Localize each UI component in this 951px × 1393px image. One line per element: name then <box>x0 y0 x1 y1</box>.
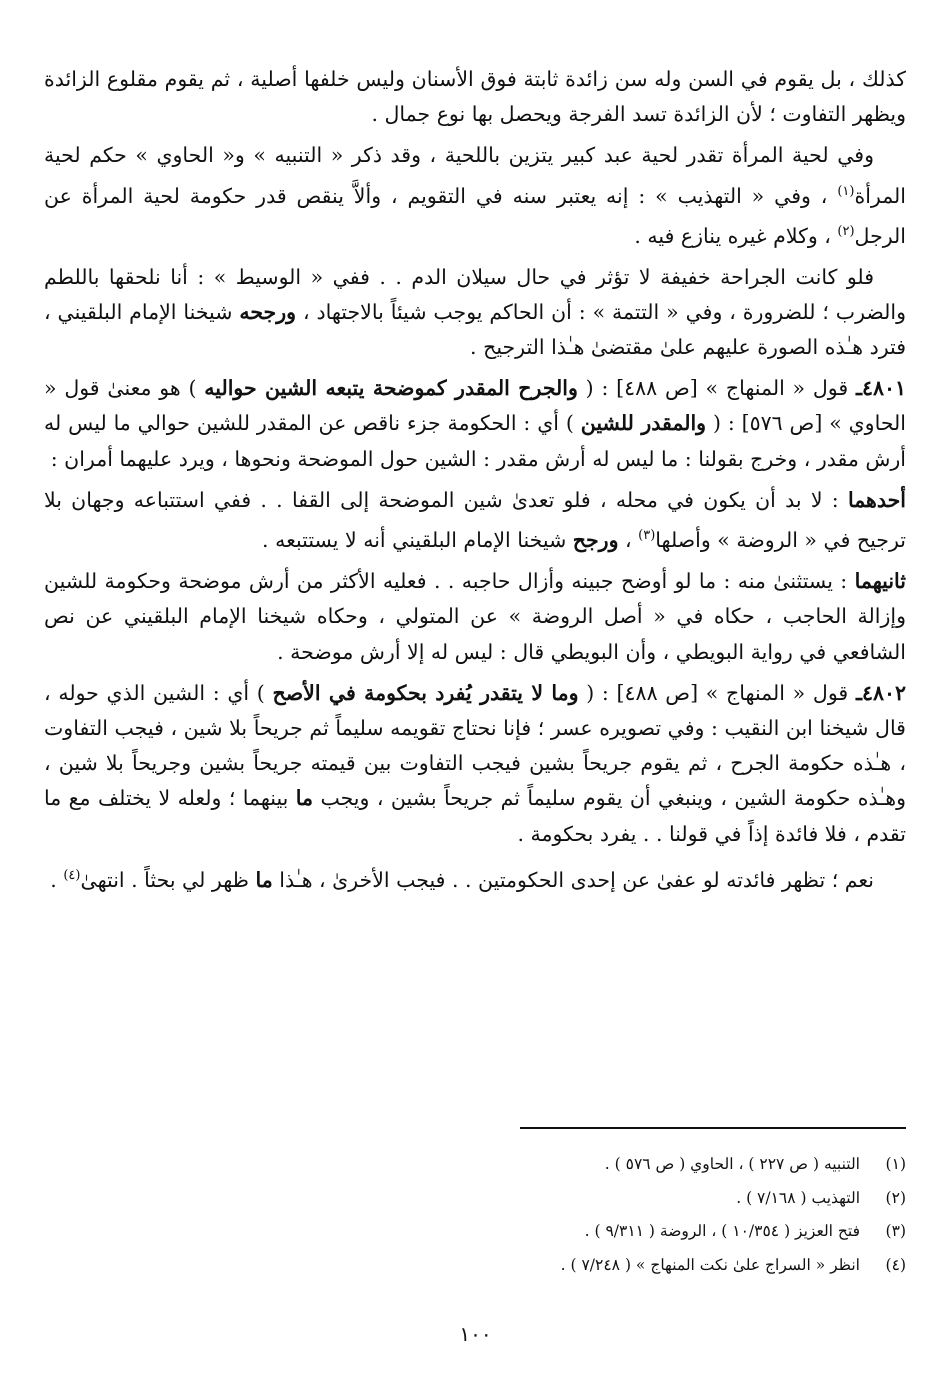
text-run: : لا بد أن يكون في محله ، فلو تعدىٰ شين الموضحة إلى القفا . . ففي استتباعه وجهان بلا ترجيح في « الروضة » وأصلها <box>44 487 906 552</box>
bold-text: ورجحه <box>239 299 297 324</box>
text-run: قول « المنهاج » [ص ٤٨٨] : ( <box>578 680 856 705</box>
paragraph <box>44 138 906 253</box>
text-run: ) هو معنىٰ قول « الحاوي » [ص ٥٧٦] : ( <box>44 376 907 436</box>
paragraph <box>44 62 906 132</box>
footnote-number: (٤) <box>885 1255 906 1274</box>
paragraph <box>44 564 906 670</box>
paragraph <box>44 676 906 852</box>
bold-text: أحدهما <box>847 487 906 512</box>
text-run: ، وفي « التهذيب » : إنه يعتبر سنه في التقويم ، وألاَّ ينقص قدر حكومة لحية المرأة عن الرجل <box>44 183 906 248</box>
footnote-separator <box>520 1127 906 1129</box>
text-run: قول « المنهاج » [ص ٤٨٨] : ( <box>577 376 856 401</box>
text-run: شيخنا الإمام البلقيني ، فترد هـٰذه الصورة عليهم علىٰ مقتضىٰ هـٰذا الترجيح . <box>44 299 906 360</box>
text-run: . <box>50 867 64 892</box>
footnote-item <box>44 1182 906 1216</box>
bold-text: ٤٨٠١ـ <box>855 376 906 401</box>
footnote-text: التنبيه ( ص ٢٢٧ ) ، الحاوي ( ص ٥٧٦ ) . <box>604 1155 860 1173</box>
text-run: : يستثنىٰ منه : ما لو أوضح جبينه وأزال حاجبه . . فعليه الأكثر من أرش موضحة وحكومة للشين وإزالة الحاجب ، حكاه في « أصل الروضة » عن المتولي ، وحكاه شيخنا الإمام البلقيني عن نص الشافعي في رواية البويطي ، وأن البويطي قال : ليس له إلا أرش موضحة . <box>44 569 906 664</box>
text-run: فلو كانت الجراحة خفيفة لا تؤثر في حال سيلان الدم . . ففي « الوسيط » : أنا نلحقها باللطم والضرب ؛ للضرورة ، وفي « التتمة » : أن الحاكم يوجب شيئاً بالاجتهاد ، <box>44 264 906 324</box>
footnote-number: (٢) <box>885 1188 906 1207</box>
paragraph <box>44 483 906 558</box>
footnote-ref[interactable]: (٣) <box>638 528 656 544</box>
bold-text: ثانيهما <box>854 569 906 594</box>
footnote-text: انظر « السراج علىٰ نكت المنهاج » ( ٧/٢٤٨ ) . <box>560 1255 860 1274</box>
paragraph <box>44 260 906 366</box>
bold-text: ما <box>255 867 273 892</box>
text-run: ) أي : الحكومة جزء ناقص عن المقدر للشين حوالي ما ليس له أرش مقدر ، وخرج بقولنا : ما ليس له أرش مقدر : الشين حول الموضحة ونحوها ، ويرد عليهما أمران : <box>44 411 906 471</box>
bold-text: والجرح المقدر كموضحة يتبعه الشين حواليه <box>204 376 578 401</box>
paragraph <box>44 858 906 898</box>
text-run: نعم ؛ تظهر فائدته لو عفىٰ عن إحدى الحكومتين . . فيجب الأخرىٰ ، هـٰذا <box>272 867 874 892</box>
footnote-item <box>44 1148 906 1182</box>
paragraph <box>44 371 906 477</box>
text-run: ظهر لي بحثاً . انتهىٰ <box>80 867 256 892</box>
footnote-item <box>44 1249 906 1283</box>
text-run: ، <box>618 527 639 552</box>
main-text <box>44 62 906 904</box>
text-run: ، وكلام غيره ينازع فيه . <box>634 223 838 248</box>
footnote-ref[interactable]: (٢) <box>837 223 855 239</box>
footnote-item <box>44 1215 906 1249</box>
footnote-text: التهذيب ( ٧/١٦٨ ) . <box>736 1188 860 1207</box>
footnotes <box>44 1148 906 1282</box>
bold-text: ما <box>295 786 314 811</box>
text-run: وفي لحية المرأة تقدر لحية عبد كبير يتزين باللحية ، وقد ذكر « التنبيه » و« الحاوي » حكم لحية المرأة <box>44 143 906 208</box>
bold-text: والمقدر للشين <box>580 411 707 436</box>
text-run: بينهما ؛ ولعله لا يختلف مع ما تقدم ، فلا فائدة إذاً في قولنا . . يفرد بحكومة . <box>44 786 906 846</box>
footnote-text: فتح العزيز ( ١٠/٣٥٤ ) ، الروضة ( ٩/٣١١ ) . <box>584 1222 860 1240</box>
footnote-ref[interactable]: (٤) <box>63 867 81 883</box>
bold-text: ٤٨٠٢ـ <box>855 680 906 705</box>
text-run: كذلك ، بل يقوم في السن وله سن زائدة ثابتة فوق الأسنان وليس خلفها أصلية ، ثم يقوم مقلوع الزائدة ويظهر التفاوت ؛ لأن الزائدة تسد الفرجة ويحصل بها نوع جمال . <box>44 67 906 127</box>
footnote-number: (١) <box>885 1155 906 1173</box>
footnote-number: (٣) <box>885 1222 906 1240</box>
bold-text: وما لا يتقدر يُفرد بحكومة في الأصح <box>272 680 579 705</box>
footnote-ref[interactable]: (١) <box>837 183 855 199</box>
page-number: ١٠٠ <box>459 1322 492 1346</box>
text-run: شيخنا الإمام البلقيني أنه لا يستتبعه . <box>262 527 573 552</box>
text-run: ) أي : الشين الذي حوله ، قال شيخنا ابن النقيب : وفي تصويره عسر ؛ فإنا نحتاج تقويمه سليماً ثم جريحاً بلا شين ، فيجب التفاوت ، هـٰذه حكومة الجرح ، ثم يقوم جريحاً بشين فيجب التفاوت بين قيمته جريحاً بشين وجريحاً بلا شين ، وهـٰذه حكومة الشين ، وينبغي أن يقوم سليماً ثم جريحاً بشين ، ويجب <box>44 680 906 811</box>
bold-text: ورجح <box>572 527 619 552</box>
